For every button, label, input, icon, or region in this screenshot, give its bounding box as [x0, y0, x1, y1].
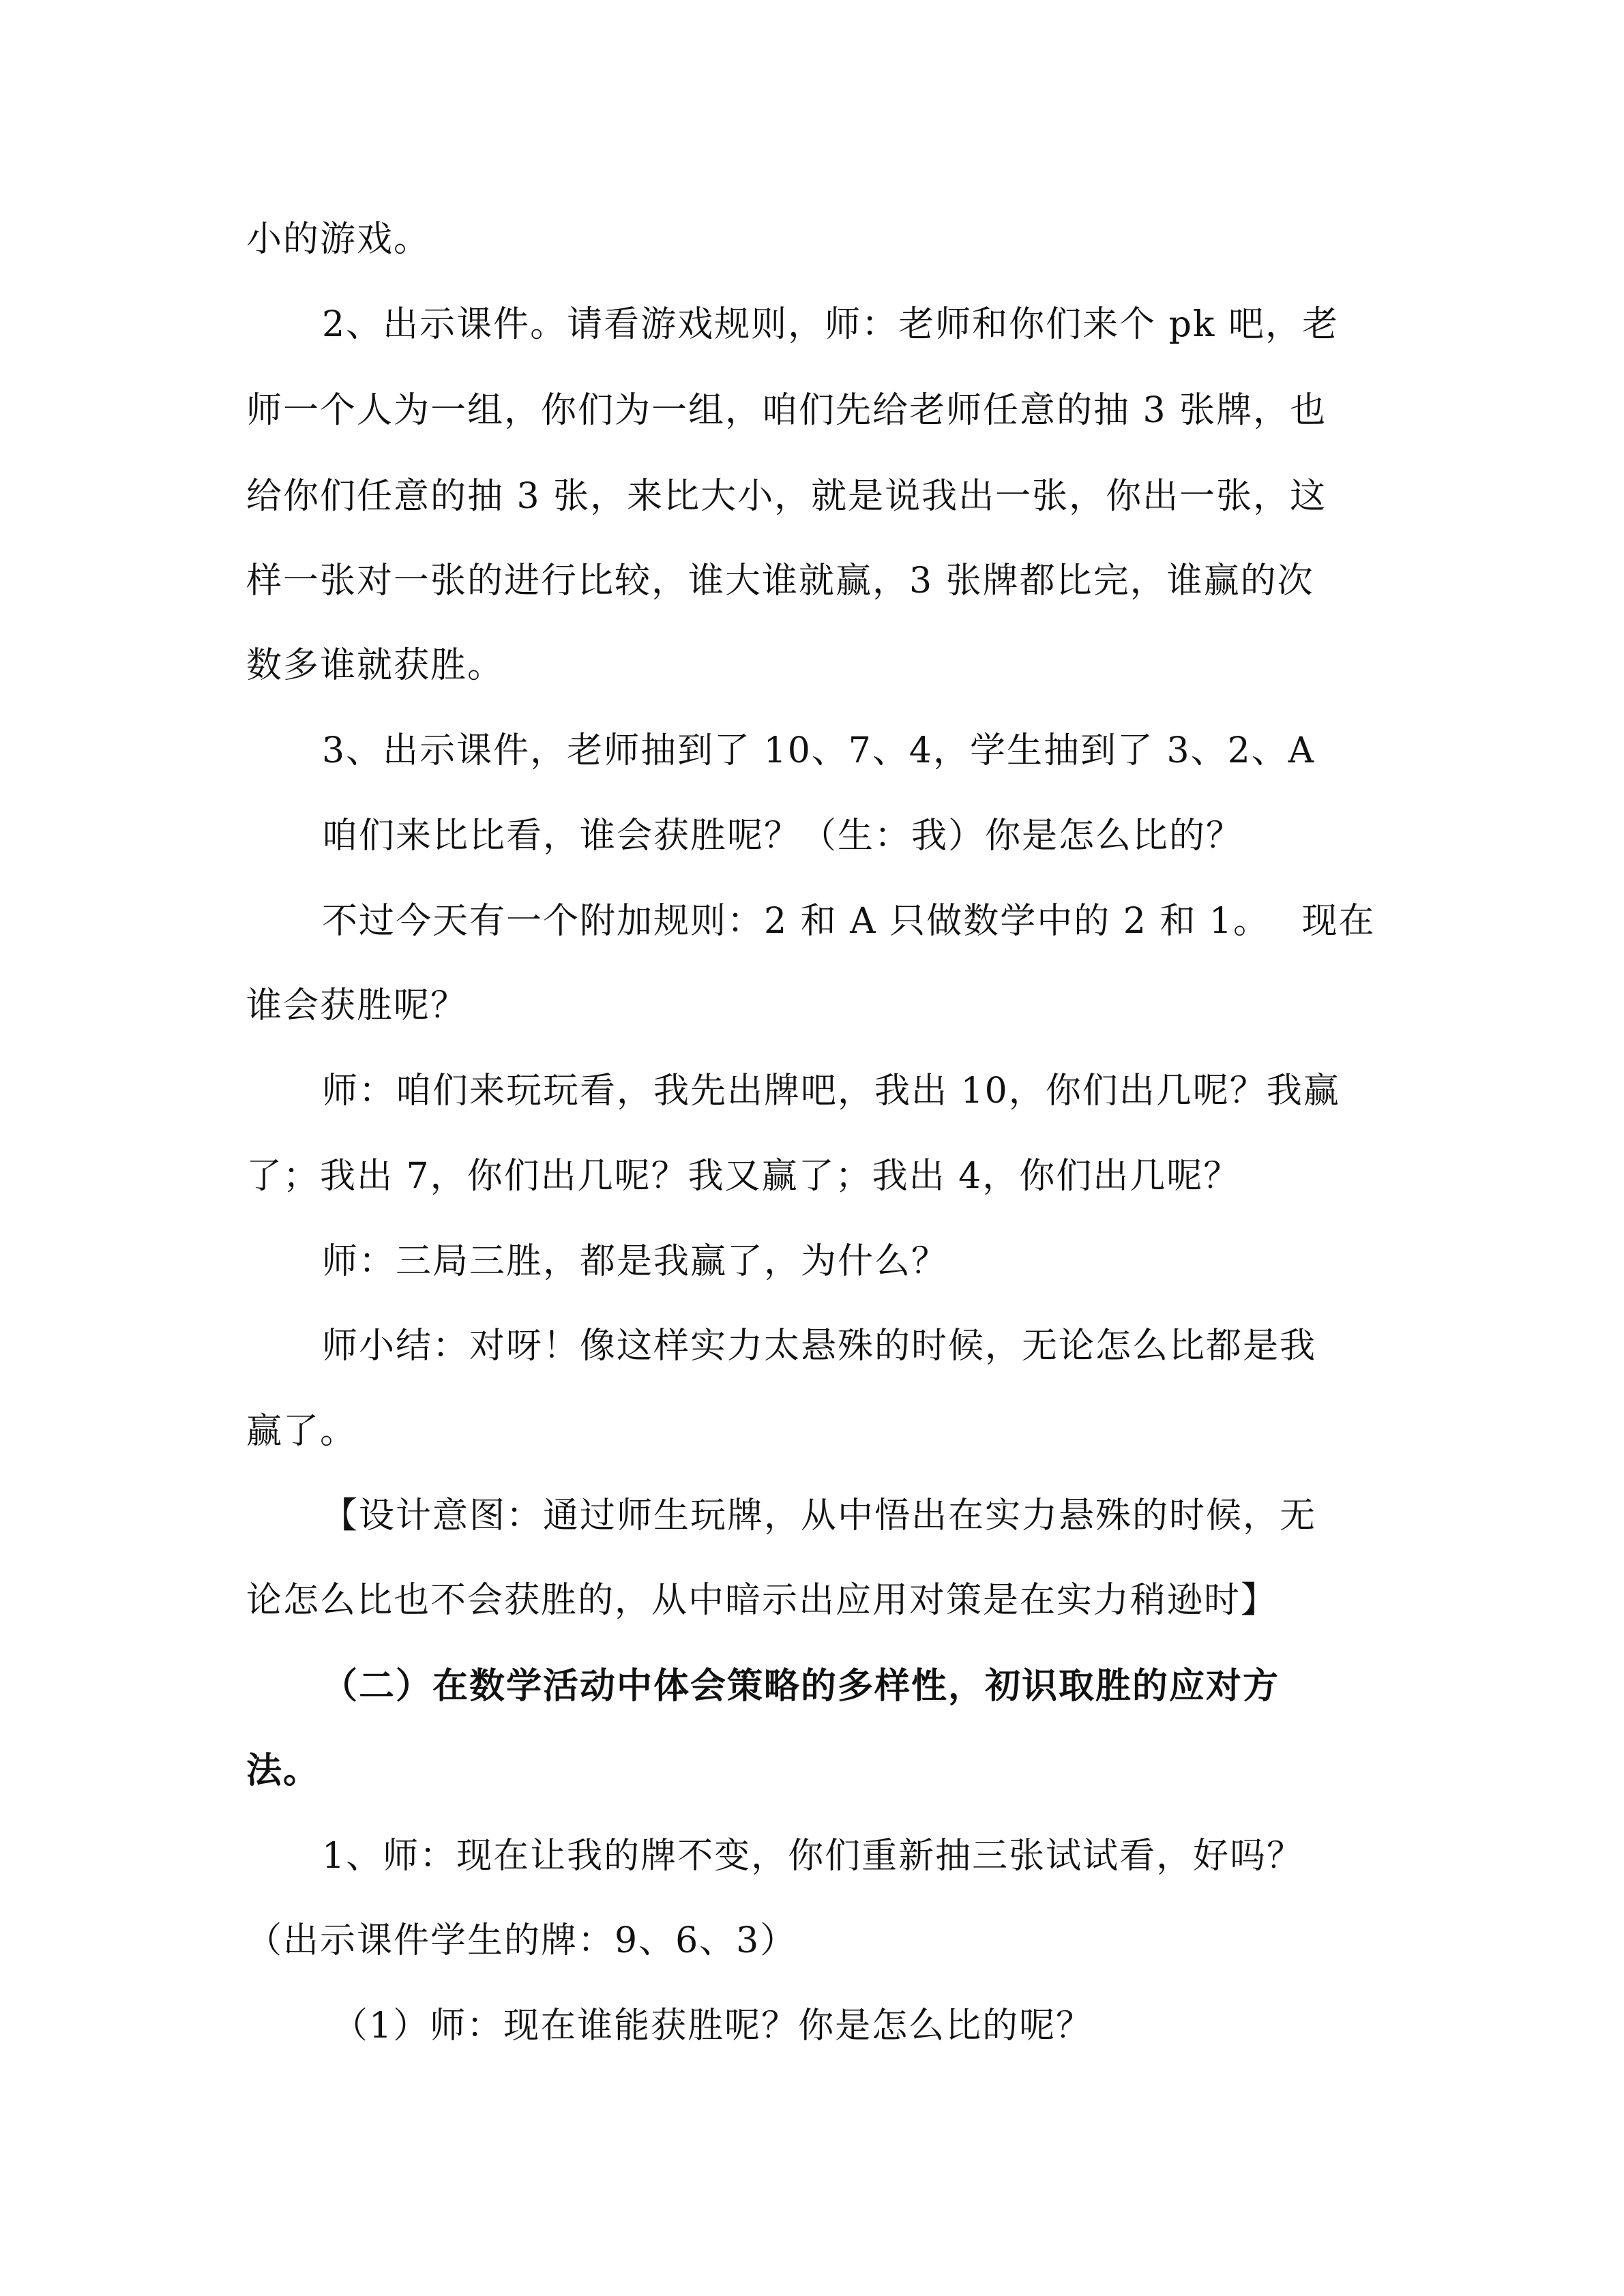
section-heading: （二）在数学活动中体会策略的多样性，初识取胜的应对方 [322, 1665, 1280, 1707]
paragraph-line: 师：咱们来玩玩看，我先出牌吧，我出 10，你们出几呢？我赢 [322, 1071, 1340, 1112]
paragraph-line: （出示课件学生的牌：9、6、3） [246, 1920, 797, 1961]
paragraph-line: 给你们任意的抽 3 张，来比大小，就是说我出一张，你出一张，这 [246, 476, 1327, 517]
paragraph-line: 师一个人为一组，你们为一组，咱们先给老师任意的抽 3 张牌，也 [246, 390, 1327, 431]
paragraph-line: 赢了。 [246, 1411, 357, 1452]
paragraph-line: 谁会获胜呢？ [246, 985, 468, 1026]
paragraph-line: 【设计意图：通过师生玩牌，从中悟出在实力悬殊的时候，无 [322, 1495, 1317, 1536]
paragraph-line: 师：三局三胜，都是我赢了，为什么？ [322, 1241, 949, 1282]
paragraph-line: 师小结：对呀！像这样实力太悬殊的时候，无论怎么比都是我 [322, 1326, 1317, 1367]
paragraph-line: 数多谁就获胜。 [246, 645, 505, 686]
paragraph-line: 了；我出 7，你们出几呢？我又赢了；我出 4，你们出几呢？ [246, 1156, 1241, 1197]
paragraph-line: 咱们来比比看，谁会获胜呢？（生：我）你是怎么比的？ [322, 816, 1243, 856]
paragraph-line: 1、师：现在让我的牌不变，你们重新抽三张试试看，好吗？ [322, 1836, 1304, 1877]
paragraph-line: （1）师：现在谁能获胜呢？你是怎么比的呢？ [332, 2006, 1093, 2046]
paragraph-line: 论怎么比也不会获胜的，从中暗示出应用对策是在实力稍逊时】 [246, 1580, 1278, 1621]
paragraph-line: 样一张对一张的进行比较，谁大谁就赢，3 张牌都比完，谁赢的次 [246, 561, 1314, 601]
paragraph-line: 2、出示课件。请看游戏规则，师：老师和你们来个 pk 吧，老 [322, 304, 1339, 345]
paragraph-line: 3、出示课件，老师抽到了 10、7、4，学生抽到了 3、2、A [322, 730, 1316, 771]
paragraph-line: 小的游戏。 [246, 219, 431, 260]
paragraph-line: 不过今天有一个附加规则：2 和 A 只做数学中的 2 和 1。 现在 [322, 901, 1376, 942]
section-heading: 法。 [246, 1750, 321, 1791]
